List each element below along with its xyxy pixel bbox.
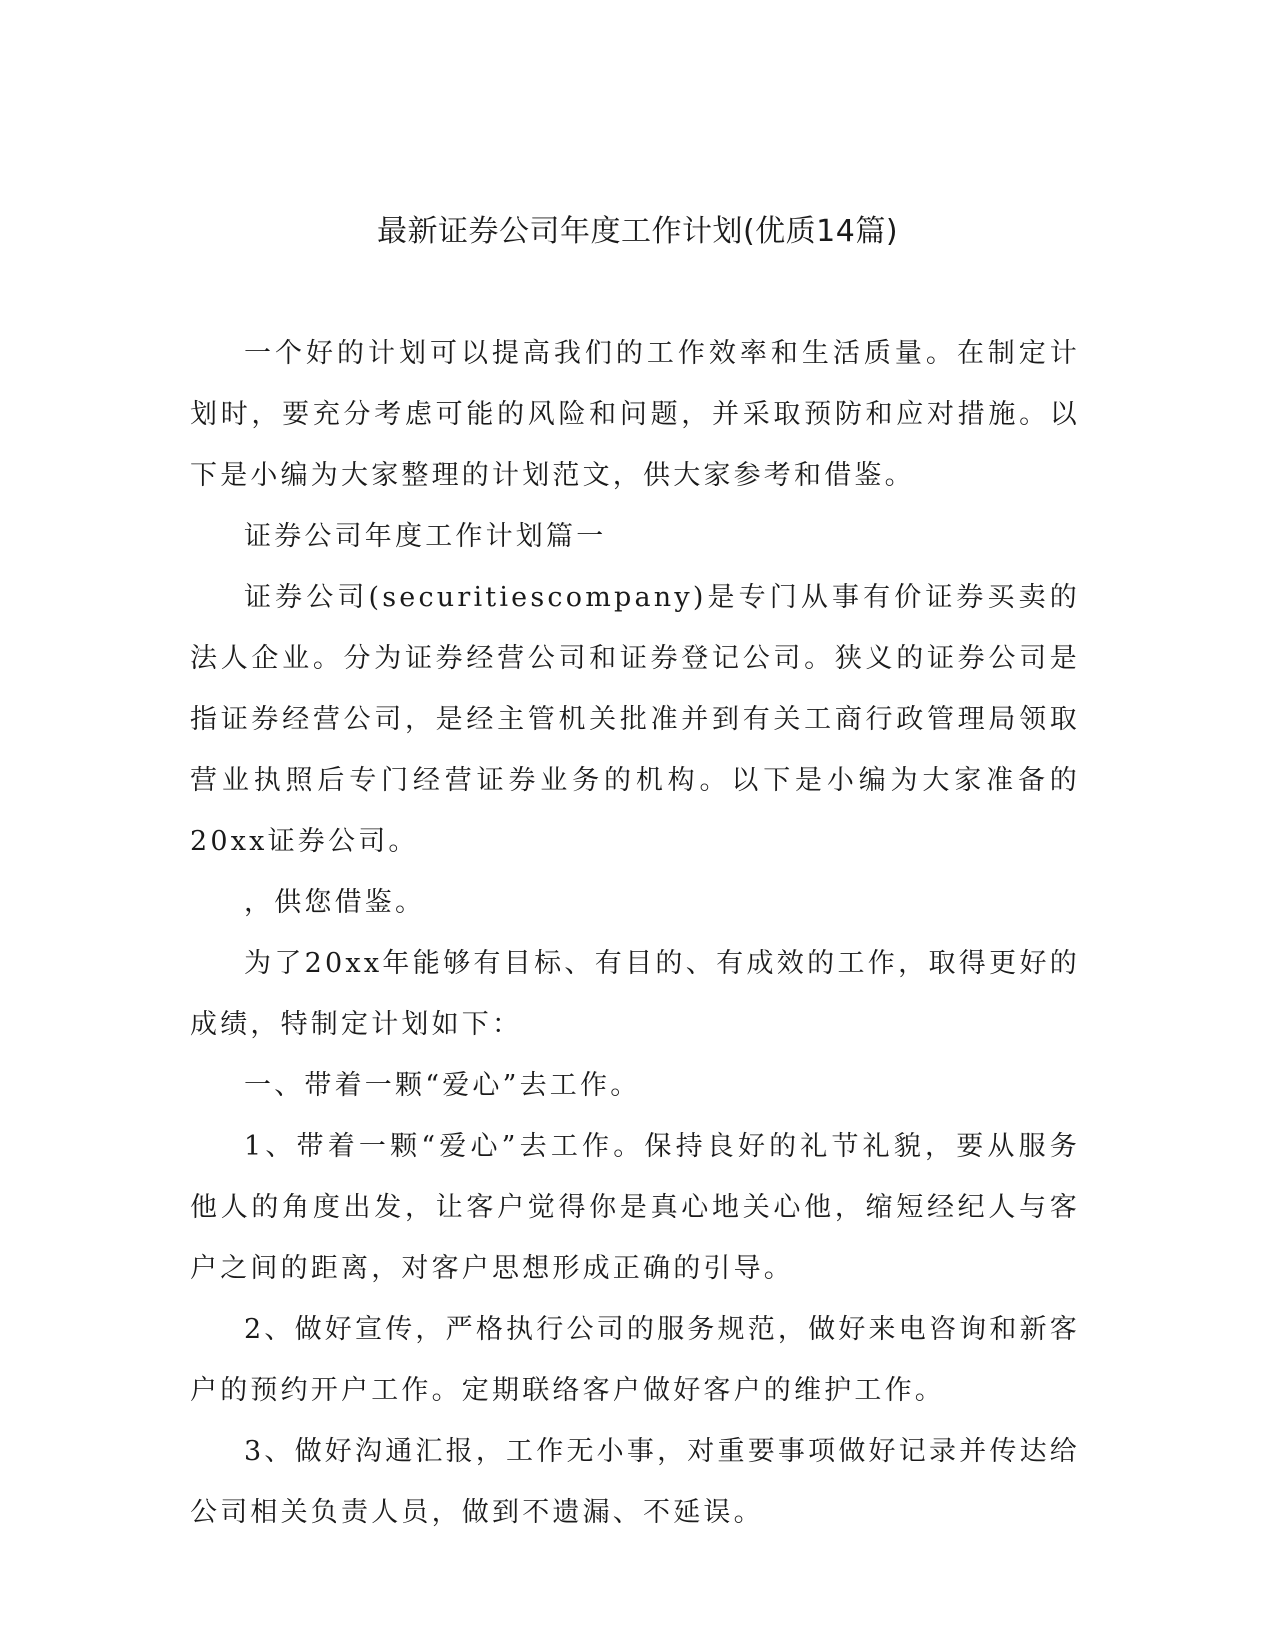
- list-item: 2、做好宣传，严格执行公司的服务规范，做好来电咨询和新客户的预约开户工作。定期联络客户做好客户的维护工作。: [190, 1314, 1080, 1406]
- paragraph-purpose: 为了20xx年能够有目标、有目的、有成效的工作，取得更好的成绩，特制定计划如下：: [190, 948, 1080, 1040]
- document-body: [190, 323, 1080, 1543]
- document-title: 最新证券公司年度工作计划(优质14篇): [376, 214, 899, 249]
- list-item: 3、做好沟通汇报，工作无小事，对重要事项做好记录并传达给公司相关负责人员，做到不遗漏、不延误。: [190, 1436, 1080, 1528]
- section-heading: 证券公司年度工作计划篇一: [244, 521, 607, 552]
- subheading-love: 一、带着一颗“爱心”去工作。: [244, 1070, 641, 1101]
- paragraph-definition: 证券公司(securitiescompany)是专门从事有价证券买卖的法人企业。分为证券经营公司和证券登记公司。狭义的证券公司是指证券经营公司，是经主管机关批准并到有关工商行政管理局领取营业执照后专门经营证券业务的机构。以下是小编为大家准备的20xx证券公司。: [190, 582, 1080, 857]
- paragraph-intro: 一个好的计划可以提高我们的工作效率和生活质量。在制定计划时，要充分考虑可能的风险和问题，并采取预防和应对措施。以下是小编为大家整理的计划范文，供大家参考和借鉴。: [190, 338, 1080, 491]
- paragraph-reference: ，供您借鉴。: [244, 887, 426, 918]
- list-item: 1、带着一颗“爱心”去工作。保持良好的礼节礼貌，要从服务他人的角度出发，让客户觉得你是真心地关心他，缩短经纪人与客户之间的距离，对客户思想形成正确的引导。: [190, 1131, 1080, 1284]
